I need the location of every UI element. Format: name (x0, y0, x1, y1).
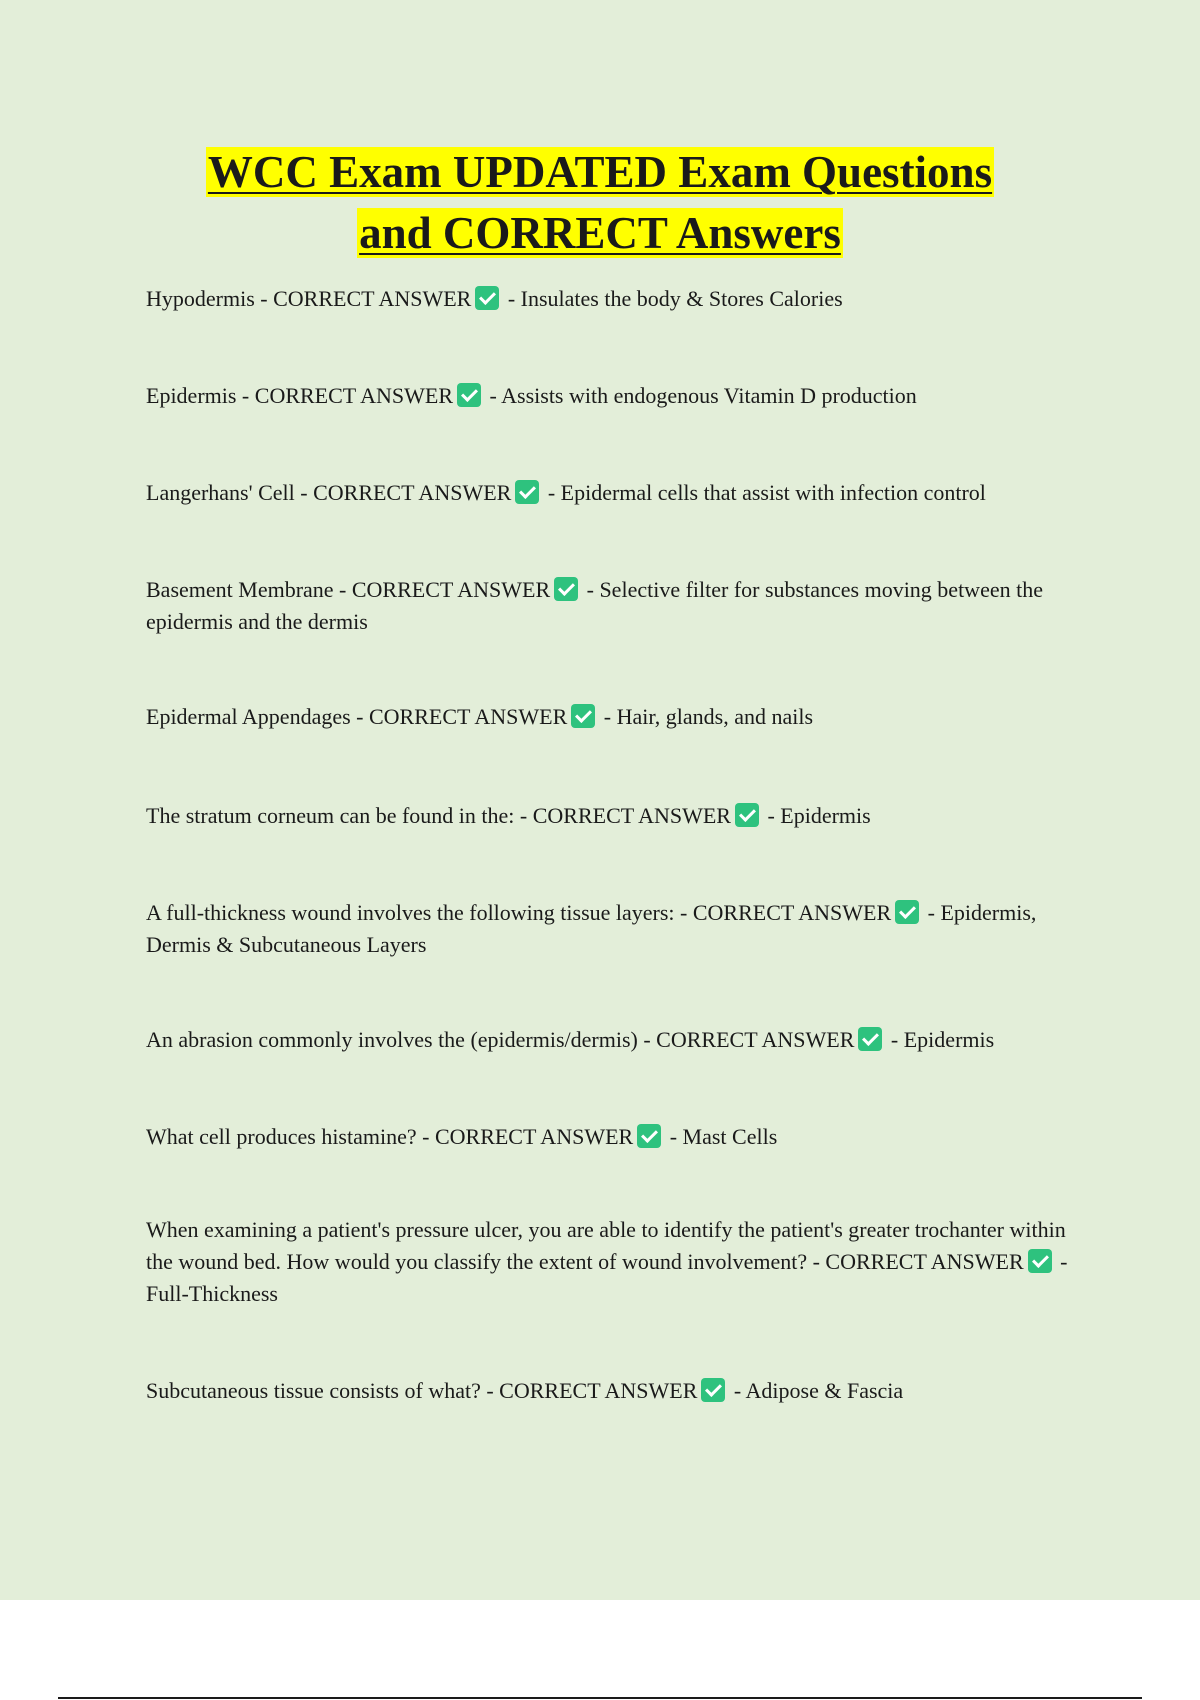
question-text: Subcutaneous tissue consists of what? - (146, 1378, 500, 1403)
answer-text: - Insulates the body & Stores Calories (502, 286, 843, 311)
qa-item (146, 477, 1096, 509)
correct-answer-label: CORRECT ANSWER (369, 704, 568, 729)
qa-item (146, 283, 1096, 315)
correct-answer-label: CORRECT ANSWER (532, 803, 731, 828)
answer-text: - Epidermal cells that assist with infection control (542, 480, 986, 505)
question-text: Epidermal Appendages - (146, 704, 369, 729)
check-box-icon (515, 480, 539, 504)
qa-item (146, 897, 1096, 961)
answer-text: - Epidermis (761, 803, 871, 828)
check-box-icon (735, 803, 759, 827)
qa-item (146, 1024, 1096, 1056)
correct-answer-label: CORRECT ANSWER (273, 286, 472, 311)
correct-answer-label: CORRECT ANSWER (499, 1378, 698, 1403)
correct-answer-label: CORRECT ANSWER (313, 480, 512, 505)
check-box-icon (571, 704, 595, 728)
question-text: Basement Membrane - (146, 577, 352, 602)
correct-answer-label: CORRECT ANSWER (692, 900, 892, 925)
qa-item (146, 1121, 1096, 1153)
question-text: Hypodermis - (146, 286, 274, 311)
answer-text: - Epidermis, Dermis & Subcutaneous Layers (146, 900, 1037, 957)
answer-text: - Full-Thickness (146, 1249, 1068, 1306)
answer-text: - Assists with endogenous Vitamin D production (484, 383, 917, 408)
answer-text: - Selective filter for substances moving between the epidermis and the dermis (146, 577, 1043, 634)
question-text: The stratum corneum can be found in the: - (146, 803, 533, 828)
qa-item (146, 574, 1096, 638)
check-box-icon (554, 577, 578, 601)
answer-text: - Mast Cells (664, 1124, 778, 1149)
question-text: An abrasion commonly involves the (epidermis/dermis) - (146, 1027, 657, 1052)
footer-rule (58, 1697, 1142, 1699)
check-box-icon (475, 286, 499, 310)
qa-item (146, 800, 1096, 832)
question-text: A full-thickness wound involves the following tissue layers: - (146, 900, 693, 925)
qa-item (146, 701, 1096, 733)
correct-answer-label: CORRECT ANSWER (351, 577, 551, 602)
qa-item (146, 1214, 1096, 1310)
title-line-1: WCC Exam UPDATED Exam Questions (207, 147, 993, 197)
check-box-icon (701, 1378, 725, 1402)
correct-answer-label: CORRECT ANSWER (254, 383, 454, 408)
check-box-icon (895, 900, 919, 924)
check-box-icon (457, 383, 481, 407)
qa-item (146, 1375, 1096, 1407)
correct-answer-label: CORRECT ANSWER (434, 1124, 634, 1149)
correct-answer-label: CORRECT ANSWER (656, 1027, 855, 1052)
correct-answer-label: CORRECT ANSWER (825, 1249, 1024, 1274)
title-line-2: and CORRECT Answers (359, 208, 841, 258)
question-text: Epidermis - (146, 383, 255, 408)
answer-text: - Hair, glands, and nails (598, 704, 814, 729)
check-box-icon (858, 1027, 882, 1051)
question-text: Langerhans' Cell - (146, 480, 314, 505)
question-text: What cell produces histamine? - (146, 1124, 435, 1149)
question-text: When examining a patient's pressure ulcer, you are able to identify the patient's greater trochanter within the wound bed. How would you classify the extent of wound involvement? - (146, 1217, 1066, 1274)
document-title (0, 142, 1200, 264)
check-box-icon (1028, 1249, 1052, 1273)
qa-item (146, 380, 1096, 412)
answer-text: - Adipose & Fascia (728, 1378, 904, 1403)
check-box-icon (637, 1124, 661, 1148)
answer-text: - Epidermis (885, 1027, 995, 1052)
